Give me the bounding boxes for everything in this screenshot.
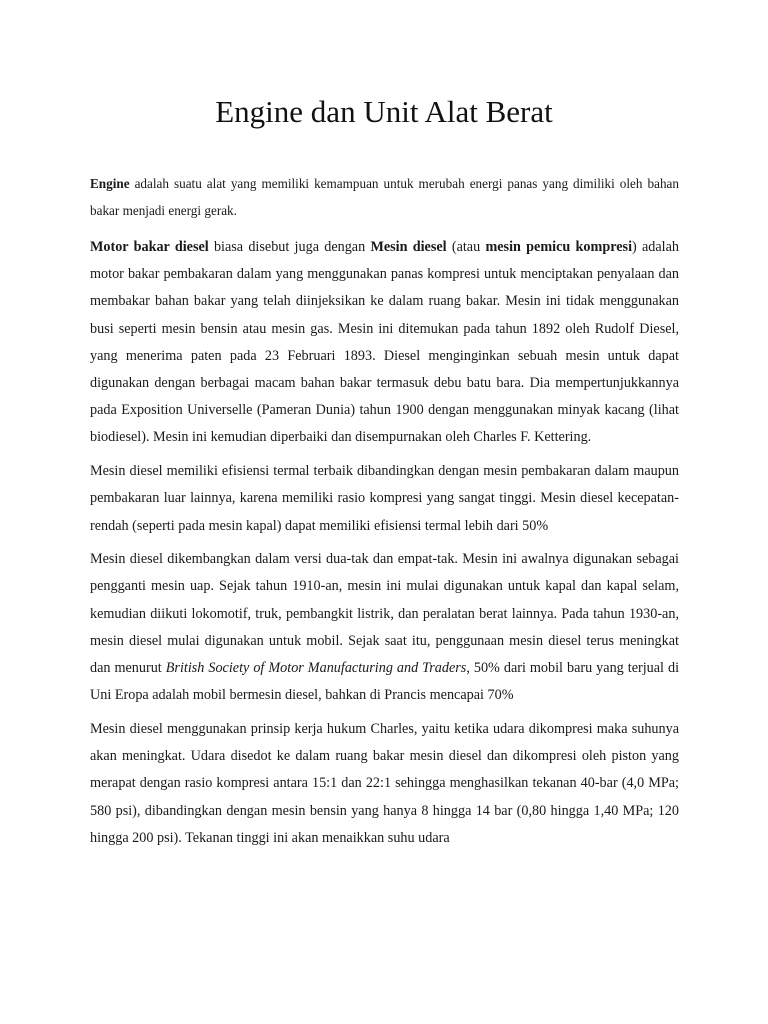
run-text: biasa disebut juga dengan [208,239,371,255]
paragraph-efisiensi [90,458,679,540]
paragraph-motor-bakar-diesel [90,234,679,452]
run-text: Mesin diesel dikembangkan dalam versi dua-tak dan empat-tak. Mesin ini awalnya digunakan sebagai pengganti mesin uap. Sejak tahun 1910-an, mesin ini mulai digunakan untuk kapal dan kapal selam, kemudian diikuti lokomotif, truk, pembangkit listrik, dan peralatan berat lainnya. Pada tahun 1930-an, mesin diesel mulai digunakan untuk mobil. Sejak saat itu, penggunaan mesin diesel terus meningkat dan menurut [90,551,679,677]
run-engine-term: Engine [90,176,130,191]
run-mesin-diesel: Mesin diesel [370,239,447,255]
run-text: , 50% dari mobil baru yang terjual di Uni Eropa adalah mobil bermesin diesel, bahkan di Prancis mencapai 70% [90,660,680,704]
run-text: Mesin diesel memiliki efisiensi termal terbaik dibandingkan dengan mesin pembakaran dalam maupun pembakaran luar lainnya, karena memiliki rasio kompresi yang sangat tinggi. Mesin diesel kecepatan-rendah (seperti pada mesin kapal) dapat memiliki efisiensi termal lebih dari 50% [90,463,679,534]
paragraph-pengembangan [90,546,679,709]
paragraph-engine-definition [90,170,679,224]
paragraph-prinsip-kerja [90,716,679,852]
run-text: Mesin diesel menggunakan prinsip kerja hukum Charles, yaitu ketika udara dikompresi maka suhunya akan meningkat. Udara disedot ke dalam ruang bakar mesin diesel dan dikompresi oleh piston yang merapat dengan rasio kompresi antara 15:1 dan 22:1 sehingga menghasilkan tekanan 40-bar (4,0 MPa; 580 psi), dibandingkan dengan mesin bensin yang hanya 8 hingga 14 bar (0,80 hingga 1,40 MPa; 120 hingga 200 psi). Tekanan tinggi ini akan menaikkan suhu udara [90,720,679,846]
run-mesin-pemicu-kompresi: mesin pemicu kompresi [485,239,633,255]
run-text: ) adalah motor bakar pembakaran dalam yang menggunakan panas kompresi untuk menciptakan penyalaan dan membakar bahan bakar yang telah diinjeksikan ke dalam ruang bakar. Mesin ini tidak menggunakan busi seperti mesin bensin atau mesin gas. Mesin ini ditemukan pada tahun 1892 oleh Rudolf Diesel, yang menerima paten pada 23 Februari 1893. Diesel menginginkan sebuah mesin untuk dapat digunakan dengan berbagai macam bahan bakar termasuk debu batu bara. Dia mempertunjukkannya pada Exposition Universelle (Pameran Dunia) tahun 1900 dengan menggunakan minyak kacang (lihat biodiesel). Mesin ini kemudian diperbaiki dan disempurnakan oleh Charles F. Kettering. [90,239,679,446]
document-title: Engine dan Unit Alat Berat [215,94,553,129]
run-engine-definition: adalah suatu alat yang memiliki kemampuan untuk merubah energi panas yang dimiliki oleh bahan bakar menjadi energi gerak. [90,176,679,218]
run-motor-bakar-diesel: Motor bakar diesel [90,239,209,255]
document-body [90,170,679,852]
run-british-society: British Society of Motor Manufacturing and Traders [165,660,467,677]
run-text: (atau [446,239,486,255]
